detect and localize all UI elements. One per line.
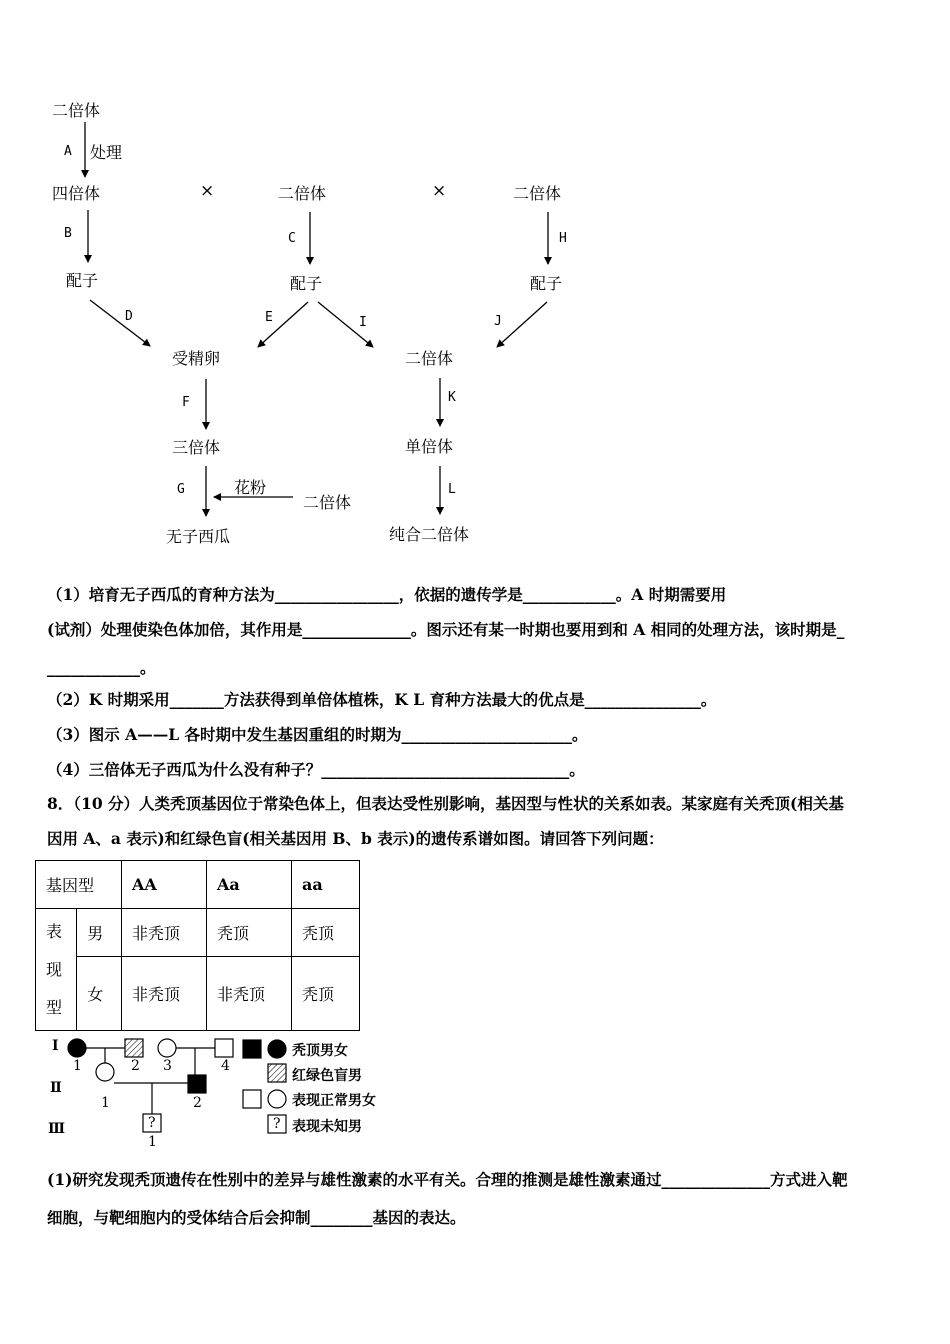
q8-part1-line2: 细胞，与靶细胞内的受体结合后会抑制________基因的表达。 xyxy=(47,1208,466,1227)
legend-normal-male xyxy=(243,1090,261,1108)
table-cell: 非秃顶 xyxy=(122,957,207,1031)
label-l: L xyxy=(448,482,456,497)
generation-II-label: Ⅱ xyxy=(50,1080,62,1096)
q7-part1-line1: （1）培育无子西瓜的育种方法为________________，依据的遗传学是____________。A 时期需要用 xyxy=(47,585,727,604)
node-diploid-mid: 二倍体 xyxy=(278,184,327,203)
individual-number: 1 xyxy=(148,1134,157,1150)
legend-normal-label: 表现正常男女 xyxy=(292,1093,376,1109)
node-pure-diploid: 纯合二倍体 xyxy=(389,525,470,544)
q7-part2: （2）K 时期采用_______方法获得到单倍体植株，K L 育种方法最大的优点是_______________。 xyxy=(47,690,717,709)
individual-number: 1 xyxy=(101,1095,110,1111)
table-phenotype-label xyxy=(36,909,77,1031)
label-f: F xyxy=(182,395,190,410)
label-k: K xyxy=(448,390,456,405)
i3-normal-female xyxy=(158,1039,176,1057)
table-cell: 秃顶 xyxy=(292,909,360,957)
legend-bald-label: 秃顶男女 xyxy=(292,1043,348,1059)
unknown-mark: ? xyxy=(148,1115,156,1131)
q8-intro-line1: 8．（10 分）人类秃顶基因位于常染色体上，但表达受性别影响，基因型与性状的关系如表。某家庭有关秃顶(相关基 xyxy=(47,794,844,813)
cross-symbol: × xyxy=(432,181,447,201)
legend-unknown-mark: ? xyxy=(273,1116,281,1132)
generation-III-label: Ⅲ xyxy=(48,1121,66,1137)
arrow-d xyxy=(90,300,150,346)
label-pollen: 花粉 xyxy=(234,478,267,497)
phenotype-char: 型 xyxy=(46,997,63,1017)
label-d: D xyxy=(125,309,133,324)
i1-affected-female xyxy=(68,1039,86,1057)
label-b: B xyxy=(64,226,72,241)
q8-part1-line1: (1)研究发现秃顶遗传在性别中的差异与雄性激素的水平有关。合理的推测是雄性激素通过______________方式进入靶 xyxy=(47,1170,848,1189)
node-gamete-mid: 配子 xyxy=(290,274,323,293)
ii1-normal-female xyxy=(96,1063,114,1081)
table-row-male: 男 xyxy=(77,909,122,957)
node-seedless-watermelon: 无子西瓜 xyxy=(166,527,231,546)
node-gamete-right: 配子 xyxy=(530,274,563,293)
label-a: A xyxy=(64,144,72,159)
individual-number: 3 xyxy=(163,1058,172,1074)
table-header-Aa: Aa xyxy=(207,861,292,909)
node-diploid-top: 二倍体 xyxy=(52,101,101,120)
label-g: G xyxy=(177,482,185,497)
label-a-treatment: 处理 xyxy=(90,143,123,162)
individual-number: 4 xyxy=(221,1058,230,1074)
q7-part1-line3: ____________。 xyxy=(47,658,156,677)
i4-normal-male xyxy=(215,1039,233,1057)
table-cell: 非秃顶 xyxy=(122,909,207,957)
node-tetraploid: 四倍体 xyxy=(52,184,101,203)
phenotype-char: 表 xyxy=(46,921,63,941)
node-haploid: 单倍体 xyxy=(405,437,454,456)
individual-number: 2 xyxy=(131,1058,140,1074)
node-diploid-right: 二倍体 xyxy=(513,184,562,203)
q7-part1-line2: (试剂）处理使染色体加倍，其作用是______________。图示还有某一时期也要用到和 A 相同的处理方法，该时期是_ xyxy=(47,620,845,639)
q8-intro-line2: 因用 A、a 表示)和红绿色盲(相关基因用 B、b 表示)的遗传系谱如图。请回答下列问题： xyxy=(47,829,664,848)
generation-I-label: Ⅰ xyxy=(52,1038,59,1054)
legend-colorblind-label: 红绿色盲男 xyxy=(292,1068,362,1084)
ii2-bald-male xyxy=(188,1075,206,1093)
legend-bald-female xyxy=(268,1040,286,1058)
table-header-genotype: 基因型 xyxy=(36,861,122,909)
table-row-female: 女 xyxy=(77,957,122,1031)
table-header-AA: AA xyxy=(122,861,207,909)
legend-colorblind-male xyxy=(268,1064,286,1082)
genotype-phenotype-table xyxy=(35,860,360,1031)
individual-number: 2 xyxy=(193,1095,202,1111)
label-c: C xyxy=(288,231,296,246)
arrow-j xyxy=(497,302,547,347)
label-h: H xyxy=(559,231,567,246)
node-gamete-left: 配子 xyxy=(66,271,99,290)
q7-part3: （3）图示 A——L 各时期中发生基因重组的时期为______________________。 xyxy=(47,725,588,744)
table-cell: 非秃顶 xyxy=(207,957,292,1031)
diagram-arrows xyxy=(0,0,950,560)
individual-number: 1 xyxy=(73,1058,82,1074)
legend-bald-male xyxy=(243,1040,261,1058)
table-cell: 秃顶 xyxy=(207,909,292,957)
label-j: J xyxy=(494,314,502,329)
legend-unknown-label: 表现未知男 xyxy=(292,1119,362,1135)
i2-colorblind-male xyxy=(125,1039,143,1057)
label-e: E xyxy=(265,310,273,325)
table-header-aa: aa xyxy=(292,861,360,909)
q7-part4: （4）三倍体无子西瓜为什么没有种子？________________________________。 xyxy=(47,760,585,779)
phenotype-char: 现 xyxy=(46,959,63,979)
node-zygote: 受精卵 xyxy=(172,349,221,368)
arrow-e xyxy=(258,302,308,347)
node-diploid-pollen: 二倍体 xyxy=(303,493,352,512)
node-triploid: 三倍体 xyxy=(172,438,221,457)
node-diploid-k: 二倍体 xyxy=(405,349,454,368)
legend-normal-female xyxy=(268,1090,286,1108)
label-i: I xyxy=(359,315,367,330)
arrow-i xyxy=(318,302,373,347)
table-cell: 秃顶 xyxy=(292,957,360,1031)
cross-symbol: × xyxy=(200,181,215,201)
